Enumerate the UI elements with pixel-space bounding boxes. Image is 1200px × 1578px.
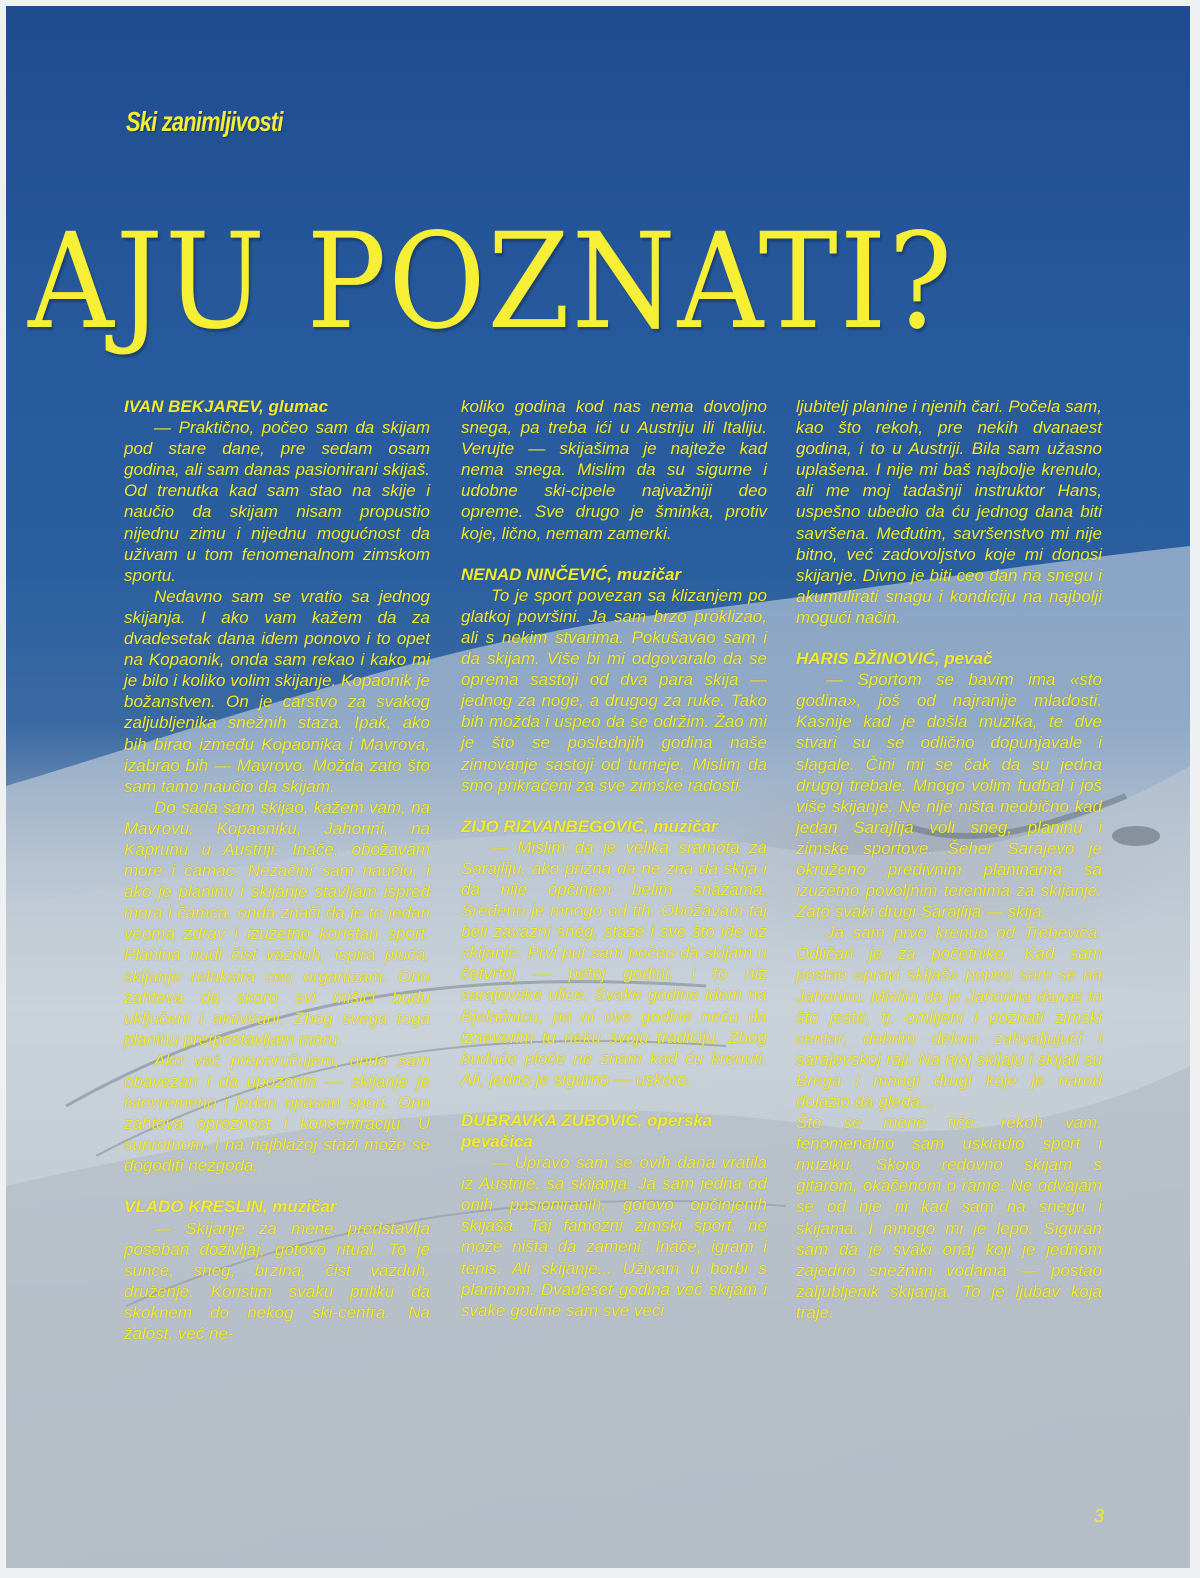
section-gap bbox=[796, 628, 1102, 648]
page-headline: AJU POZNATI? bbox=[28, 205, 954, 359]
paragraph: ljubitelj planine i njenih čari. Počela sam, kao što rekoh, pre nekih dvanaest godina, i to u Austriji. Bila sam užasno uplašena. I nije mi baš najbolje krenulo, ali me moj tadašnji instruktor Hans, uspešno ubedio da ću jednog dana biti savršena. Međutim, savršenstvo mi nije bitno, već zadovoljstvo koje mi donosi skijanje. Divno je biti ceo dan na snegu i akumulirati snagu i kondiciju na najbolji mogući način. bbox=[796, 397, 1102, 627]
paragraph: — Sportom se bavim ima «sto godina», još od najranije mladosti. Kasnije kad je došla muzika, te dve stvari su se odlično dopunjavale i slagale. Čini mi se čak da su jedna drugoj trebale. Mnogo volim fudbal i još više skijanje. Ne nije ništa neobično kad jedan Sarajlija voli sneg, planinu i zimske sportove. Šeher Sarajevo je okruženo predivnim planinama sa izuzetno povoljnim terenima za skijanje. Zato svaki drugi Sarajlija — skija. bbox=[796, 670, 1102, 922]
paragraph: — Praktično, počeo sam da skijam pod stare dane, pre sedam osam godina, ali sam danas pasionirani skijaš. Od trenutka kad sam stao na skije i naučio da skijam nisam propustio nijednu zimu i nijednu mogućnost da uživam u tom fenomenalnom zimskom sportu. bbox=[124, 418, 430, 585]
paragraph: Što se mene tiče, rekoh vam, fenomenalno sam uskladio sport i muziku. Skoro redovno skijam s gitarom, okačenom o rame. Ne odvajam se od nje ni kad sam na snegu i skijama. I mnogo mi je lepo. Siguran sam da je svaki onaj koji je jednom zajedrio snežnim vodama — postao zaljubljenik skijanja. To je ljubav koja traje. bbox=[796, 1113, 1102, 1322]
interviewee-name: IVAN BEKJAREV, glumac bbox=[124, 397, 329, 416]
paragraph: Do sada sam skijao, kažem vam, na Mavrovu, Kopaoniku, Jahorini, na Kaprunu u Austriji. Inače, obožavam more i čamac. Nezačini sam naučio, i ako je planinu i skijanje stavljam ispred mora i čamca, onda znači da je to jedan veoma zdrav i izuzetno koristan sport. Planina nudi čist vazduh, ispira pluća, skijanje relaksira ceo organizam. Ono zahteva da skoro svi mišići budu uključeni i aktivirani. Zbog svega toga planinu pretpostavljam moru. bbox=[124, 797, 430, 1049]
section-gap bbox=[461, 544, 767, 564]
magazine-page bbox=[6, 6, 1190, 1568]
paragraph: — Mislim da je velika sramota za Sarajliju, ako prizna da ne zna da skija i da nije opčinjen belim snazama. Sređeno je mnogo od tih. Obožavam taj beli zavazni sneg, staze i sve što ide uz skijanje. Prvi put sam počeo da skijam u četvrtoj — petoj godini, i to niz sarajevske ulice. Svake godine idem na Bjelašnicu, pa ni ove godine neću da izneverim tu neku svoju tradiciju. Zbog buduće ploče ne znam kad ću krenuti. Ali, jedno je sigurno — uskoro. bbox=[461, 837, 767, 1089]
paragraph: To je sport povezan sa klizanjem po glatkoj površini. Ja sam brzo proklizao, ali s nekim stvarima. Pokušavao sam i da skijam. Više bi mi odgovaralo da se oprema sastoji od dva para skija — jednog za noge, a drugog za ruke. Tako bih možda i uspeo da se održim. Žao mi je što se poslednjih godina naše zimovanje sastoji od turneje. Mislim da smo prikraćeni za sve zimske radosti. bbox=[461, 585, 767, 795]
paragraph: koliko godina kod nas nema dovoljno snega, pa treba ići u Austriju ili Italiju. Verujte — skijašima je najteže kad nema snega. Mislim da su sigurne i udobne ski-cipele najvažniji deo opreme. Sve drugo je šminka, protiv koje, lično, nemam zamerki. bbox=[461, 397, 767, 543]
paragraph: Nedavno sam se vratio sa jednog skijanja. I ako vam kažem da za dvadesetak dana idem ponovo i to opet na Kopaonik, onda sam rekao i kako mi je bilo i koliko volim skijanje. Kopaonik je božanstven. On je carstvo za svakog zaljubljenika snežnih staza. Ipak, ako bih birao između Kopaonika i Mavrova, izabrao bih — Mavrovo. Možda zato što sam tamo naučio da skijam. bbox=[124, 586, 430, 796]
text-column-1 bbox=[124, 396, 430, 1344]
interviewee-name: DUBRAVKA ZUBOVIĆ, operska pevačica bbox=[461, 1110, 713, 1151]
section-gap bbox=[124, 1176, 430, 1196]
paragraph: — Skijanje za mene predstavlja poseban doživljaj, gotovo ritual. To je sunce, sneg, brzina, čist vazduh, druženje. Koristim svaku priliku da skoknem do nekog ski-centra. Na žalost, već ne- bbox=[124, 1218, 430, 1344]
section-gap bbox=[461, 1090, 767, 1110]
interviewee-name: VLADO KRESLIN, muzičar bbox=[124, 1197, 337, 1217]
interviewee-name: HARIS DŽINOVIĆ, pevač bbox=[796, 649, 993, 669]
paragraph: Ako već preporučujem, onda sam obavezan i da upozorim — skijanje je istovremeno i jedan opasan sport. Ono zahteva opreznost i koncentraciju. U suprotnom, i na najblažoj stazi može se dogoditi nezgoda. bbox=[124, 1050, 430, 1176]
section-kicker: Ski zanimljivosti bbox=[126, 106, 283, 137]
paragraph: — Upravo sam se ovih dana vratila iz Austrije, sa skijanja. Ja sam jedna od onih pasioniranih, gotovo opčinjenih skijaša. Taj famozni zimski sport, ne može ništa da zameni. Inače, igram i tenis. Ali skijanje... Uživam u borbi s planinom. Dvadeset godina već skijam i svake godine sam sve veći bbox=[461, 1153, 767, 1320]
interviewee-name: ZIJO RIZVANBEGOVIĆ, muzičar bbox=[461, 816, 718, 836]
text-column-3 bbox=[796, 396, 1102, 1323]
section-gap bbox=[461, 796, 767, 816]
interviewee-name: NENAD NINČEVIĆ, muzičar bbox=[461, 564, 682, 584]
page-number: 3 bbox=[1093, 1506, 1104, 1526]
paragraph: Ja sam prvo krenuo od Trebevića. Odličan je za početnike. Kad sam postao «pravi skijaš» popeo sam se na Jahorinu. Mislim da je Jahorina danas to što jeste, tj. omiljeni i poznati zimski centar, dobrim delom zahvaljujući i sarajevskoj raji. Na njoj skijaju i skijali su Brega i mnogi drugi koje je narod dolazio da gleda... bbox=[796, 923, 1102, 1111]
text-column-2 bbox=[461, 396, 767, 1321]
